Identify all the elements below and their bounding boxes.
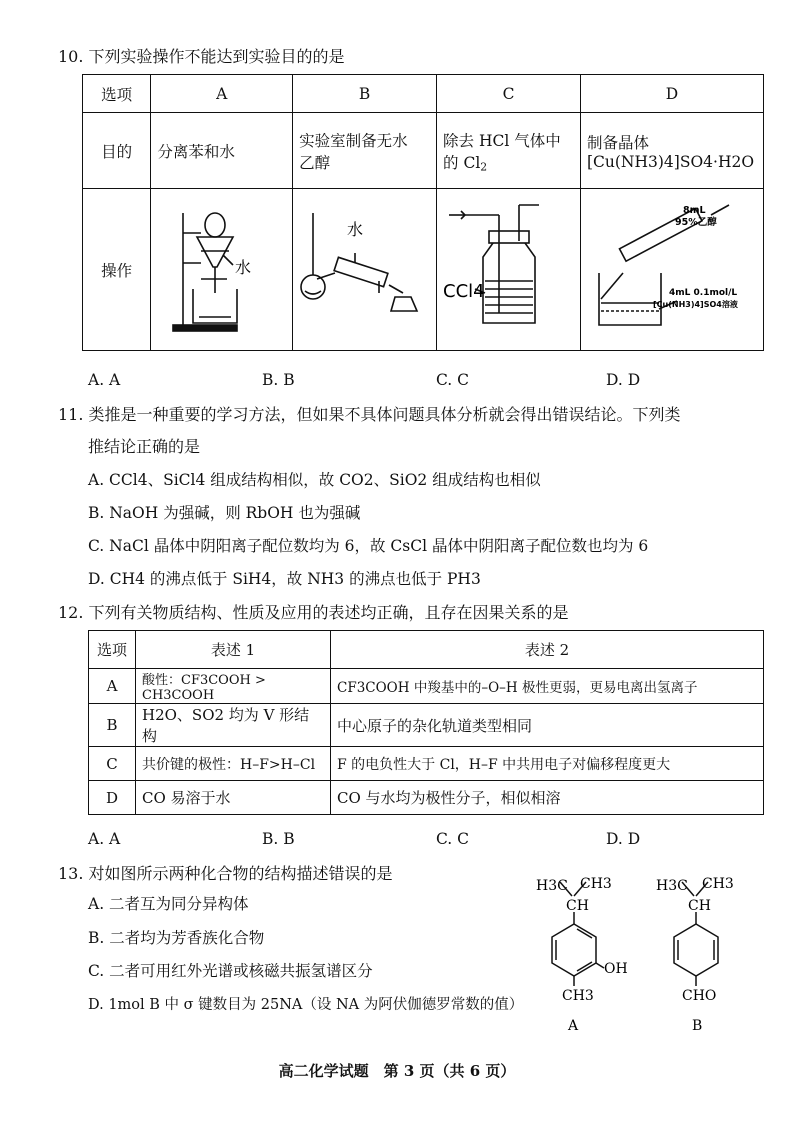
q12-header-statement2: 表述 2: [331, 631, 764, 669]
q12-header-option: 选项: [89, 631, 136, 669]
q12-row-d-statement1: CO 易溶于水: [136, 781, 331, 815]
q12-title: 12. 下列有关物质结构、性质及应用的表述均正确，且存在因果关系的是: [58, 603, 569, 622]
q12-row-a-statement1: 酸性：CF3COOH > CH3COOH: [136, 669, 331, 704]
gas-washing-bottle-diagram: [443, 193, 571, 343]
q12-row-c-option: C: [89, 747, 136, 781]
q10-d-solution-label: [Cu(NH3)4]SO4溶液: [653, 299, 738, 309]
q10-header-a: A: [151, 75, 293, 113]
q13-title: 13. 对如图所示两种化合物的结构描述错误的是: [58, 864, 393, 883]
q10-purpose-b: 实验室制备无水 乙醇: [293, 113, 437, 189]
q13-option-a: A. 二者互为同分异构体: [88, 895, 249, 913]
table-row: [89, 747, 764, 781]
q13-option-d: D. 1mol B 中 σ 键数目为 25NA（设 NA 为阿伏伽德罗常数的值）: [88, 997, 524, 1013]
q10-operation-a: [151, 189, 293, 351]
q11-title-line2: 推结论正确的是: [88, 437, 201, 456]
q12-row-b-option: B: [89, 704, 136, 747]
q10-header-c: C: [437, 75, 581, 113]
q11-title-line1: 11. 类推是一种重要的学习方法，但如果不具体问题具体分析就会得出错误结论。下列类: [58, 405, 681, 424]
q12-row-b-statement1: H2O、SO2 均为 V 形结构: [136, 704, 331, 747]
q10-b-water-label: 水: [347, 219, 364, 239]
q11-option-b: B. NaOH 为强碱，则 RbOH 也为强碱: [88, 504, 361, 522]
q12-choice-d: D. D: [606, 830, 641, 848]
q10-operation-b: [293, 189, 437, 351]
q10-choice-a: A. A: [88, 371, 121, 389]
q10-purpose-label: 目的: [83, 113, 151, 189]
q11-option-a: A. CCl4、SiCl4 组成结构相似，故 CO2、SiO2 组成结构也相似: [88, 471, 541, 489]
q10-table: [82, 74, 764, 351]
distillation-diagram: [299, 193, 427, 343]
table-row: [89, 669, 764, 704]
q10-header-d: D: [581, 75, 764, 113]
table-row: [89, 781, 764, 815]
q10-choice-c: C. C: [436, 371, 470, 389]
page-footer: 高二化学试题 第 3 页（共 6 页）: [278, 1062, 516, 1080]
q10-title: 10. 下列实验操作不能达到实验目的的是: [58, 47, 345, 66]
mol-b-label: B: [692, 1018, 703, 1034]
molecule-a-structure: [530, 868, 640, 1036]
q12-row-c-statement1: 共价键的极性：H–F>H–Cl: [136, 747, 331, 781]
q10-d-ethanol-label: 95%乙醇: [675, 216, 717, 228]
q12-row-c-statement2: F 的电负性大于 Cl，H–F 中共用电子对偏移程度更大: [331, 747, 764, 781]
q13-option-c: C. 二者可用红外光谱或核磁共振氢谱区分: [88, 962, 373, 980]
mol-a-ch: CH: [566, 898, 589, 914]
q12-header-statement1: 表述 1: [136, 631, 331, 669]
mol-b-ch3-top: CH3: [702, 876, 734, 892]
mol-a-h3c: H3C: [536, 878, 568, 894]
mol-a-ch3-top: CH3: [580, 876, 612, 892]
q13-option-b: B. 二者均为芳香族化合物: [88, 929, 265, 947]
q10-purpose-c: 除去 HCl 气体中 的 $Cl_2$: [437, 113, 581, 189]
mol-a-label: A: [568, 1018, 579, 1034]
mol-b-cho: CHO: [682, 988, 717, 1004]
mol-a-oh: OH: [604, 961, 628, 977]
q10-header-option: 选项: [83, 75, 151, 113]
molecule-b-structure: [652, 868, 762, 1036]
q10-a-water-label: 水: [235, 257, 252, 277]
q12-row-d-option: D: [89, 781, 136, 815]
q12-choice-c: C. C: [436, 830, 470, 848]
mol-b-h3c: H3C: [656, 878, 688, 894]
crystallization-diagram: [587, 193, 757, 343]
mol-a-ch3-bottom: CH3: [562, 988, 594, 1004]
table-row: [89, 704, 764, 747]
q12-row-b-statement2: 中心原子的杂化轨道类型相同: [331, 704, 764, 747]
q12-choice-b: B. B: [262, 830, 295, 848]
q12-row-d-statement2: CO 与水均为极性分子，相似相溶: [331, 781, 764, 815]
q12-choice-a: A. A: [88, 830, 121, 848]
separatory-funnel-diagram: [157, 193, 277, 343]
q10-purpose-a: 分离苯和水: [151, 113, 293, 189]
q10-choice-d: D. D: [606, 371, 641, 389]
q10-header-b: B: [293, 75, 437, 113]
q12-table: [88, 630, 764, 815]
q10-purpose-d: 制备晶体 [Cu(NH3)4]SO4·H2O: [581, 113, 764, 189]
q10-operation-label: 操作: [83, 189, 151, 351]
q12-row-a-statement2: CF3COOH 中羧基中的–O–H 极性更弱，更易电离出氢离子: [331, 669, 764, 704]
q10-c-ccl4-label: CCl4: [443, 280, 485, 302]
q10-d-volume-label: 8mL: [683, 204, 706, 216]
q10-operation-d: [581, 189, 764, 351]
q10-operation-c: [437, 189, 581, 351]
q12-row-a-option: A: [89, 669, 136, 704]
q10-d-solution-conc: 4mL 0.1mol/L: [669, 287, 738, 298]
q11-option-d: D. CH4 的沸点低于 SiH4，故 NH3 的沸点也低于 PH3: [88, 570, 481, 588]
q10-choice-b: B. B: [262, 371, 295, 389]
q11-option-c: C. NaCl 晶体中阴阳离子配位数均为 6，故 CsCl 晶体中阴阳离子配位数也均为 6: [88, 537, 649, 555]
mol-b-ch: CH: [688, 898, 711, 914]
